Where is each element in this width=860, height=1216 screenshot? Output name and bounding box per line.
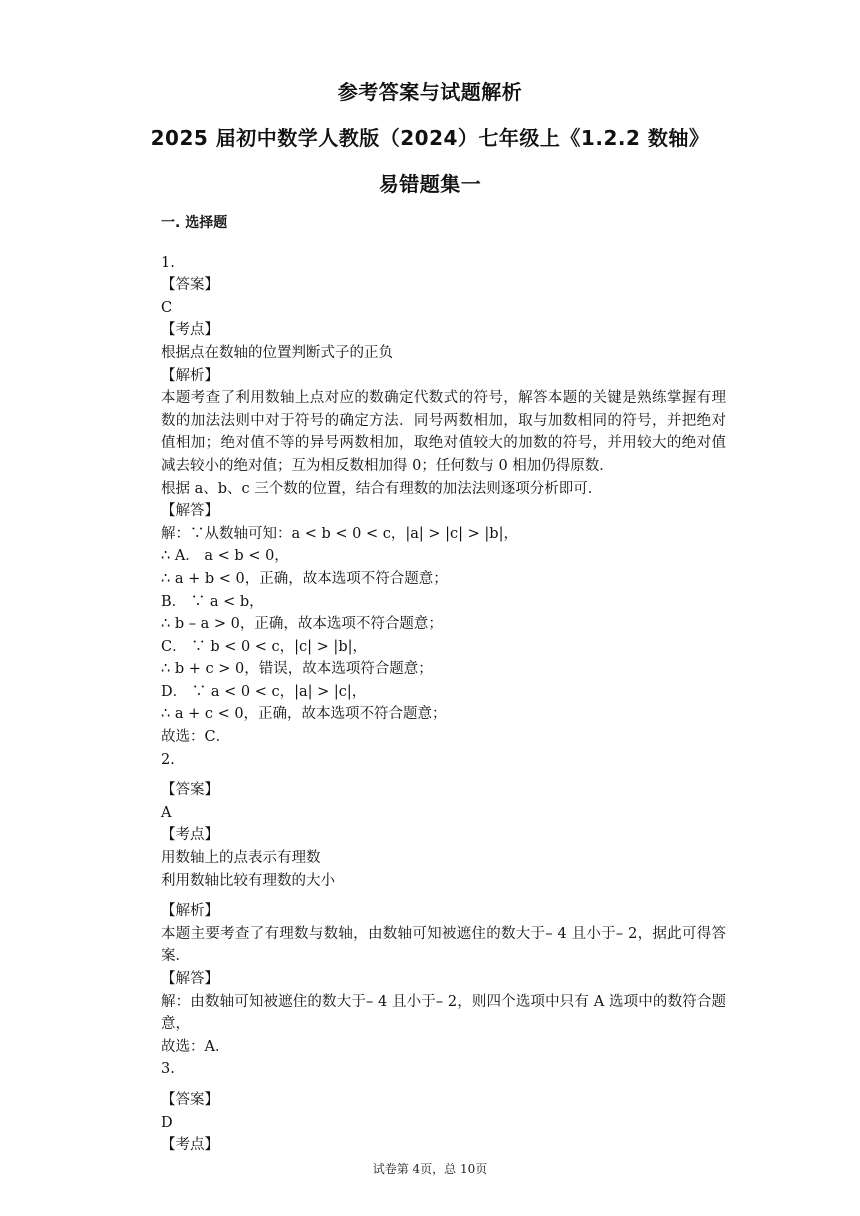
q1-point: 根据点在数轴的位置判断式子的正负 bbox=[161, 344, 393, 361]
q1-solution-line: D． ∵ a < 0 < c，|a| > |c|， bbox=[161, 683, 367, 700]
q1-answer-tag: 【答案】 bbox=[161, 277, 219, 294]
q1-solution-line: ∴ A． a < b < 0， bbox=[161, 548, 289, 565]
q3-answer: D bbox=[161, 1114, 173, 1131]
q1-solution-tag: 【解答】 bbox=[161, 503, 219, 520]
q2-point-2: 利用数轴比较有理数的大小 bbox=[161, 872, 335, 889]
q3-answer-tag: 【答案】 bbox=[161, 1091, 219, 1108]
q1-solution-line: C． ∵ b < 0 < c，|c| > |b|， bbox=[161, 638, 367, 655]
q2-analysis-tag: 【解析】 bbox=[161, 903, 219, 920]
q3-point-tag: 【考点】 bbox=[161, 1137, 219, 1154]
q2-answer: A bbox=[161, 804, 172, 821]
doc-title: 参考答案与试题解析 bbox=[337, 80, 523, 104]
q1-solution-line: ∴ a + c < 0，正确，故本选项不符合题意； bbox=[161, 706, 447, 723]
q1-solution-line: ∴ b – a > 0，正确，故本选项不符合题意； bbox=[161, 616, 443, 633]
q2-answer-tag: 【答案】 bbox=[161, 782, 219, 799]
q2-point-tag: 【考点】 bbox=[161, 827, 219, 844]
q1-conclusion: 故选：C． bbox=[161, 729, 231, 746]
q1-analysis-tag: 【解析】 bbox=[161, 367, 219, 384]
q2-analysis: 本题主要考查了有理数与数轴，由数轴可知被遮住的数大于– 4 且小于– 2，据此可得答案． bbox=[161, 925, 726, 965]
q1-solution-line: B． ∵ a < b， bbox=[161, 593, 264, 610]
page-footer: 试卷第 4页，总 10页 bbox=[372, 1162, 488, 1176]
q1-solution-line: ∴ a + b < 0，正确，故本选项不符合题意； bbox=[161, 570, 448, 587]
q2-conclusion: 故选：A． bbox=[161, 1038, 230, 1055]
q3-number: 3. bbox=[161, 1061, 175, 1078]
q1-solution-line: ∴ b + c > 0，错误，故本选项符合题意； bbox=[161, 661, 433, 678]
q1-solution-line: 解：∵从数轴可知：a < b < 0 < c，|a| > |c| > |b|， bbox=[161, 525, 518, 542]
doc-subtitle-2: 易错题集一 bbox=[378, 172, 482, 196]
q1-answer: C bbox=[161, 299, 173, 316]
q2-solution: 解：由数轴可知被遮住的数大于– 4 且小于– 2，则四个选项中只有 A 选项中的数符合题意， bbox=[161, 993, 726, 1033]
q1-analysis: 本题考查了利用数轴上点对应的数确定代数式的符号，解答本题的关键是熟练掌握有理数的加法法则中对于符号的确定方法．同号两数相加，取与加数相同的符号，并把绝对值相加；绝对值不等的异号两数相加，取绝对值较大的加数的符号，并用较大的绝对值减去较小的绝对值；互为相反数相加得 0；任何数与 0 相加仍得原数． bbox=[161, 390, 726, 474]
q1-analysis-2: 根据 a、b、c 三个数的位置，结合有理数的加法法则逐项分析即可． bbox=[161, 480, 603, 497]
answer-content bbox=[161, 212, 726, 1157]
doc-subtitle: 2025 届初中数学人教版（2024）七年级上《1.2.2 数轴》 bbox=[150, 126, 710, 150]
q2-solution-tag: 【解答】 bbox=[161, 971, 219, 987]
q2-number: 2. bbox=[161, 751, 175, 768]
section-heading: 一. 选择题 bbox=[161, 215, 228, 231]
q1-point-tag: 【考点】 bbox=[161, 322, 219, 339]
q2-point-1: 用数轴上的点表示有理数 bbox=[161, 850, 321, 867]
q1-number: 1. bbox=[161, 254, 175, 271]
